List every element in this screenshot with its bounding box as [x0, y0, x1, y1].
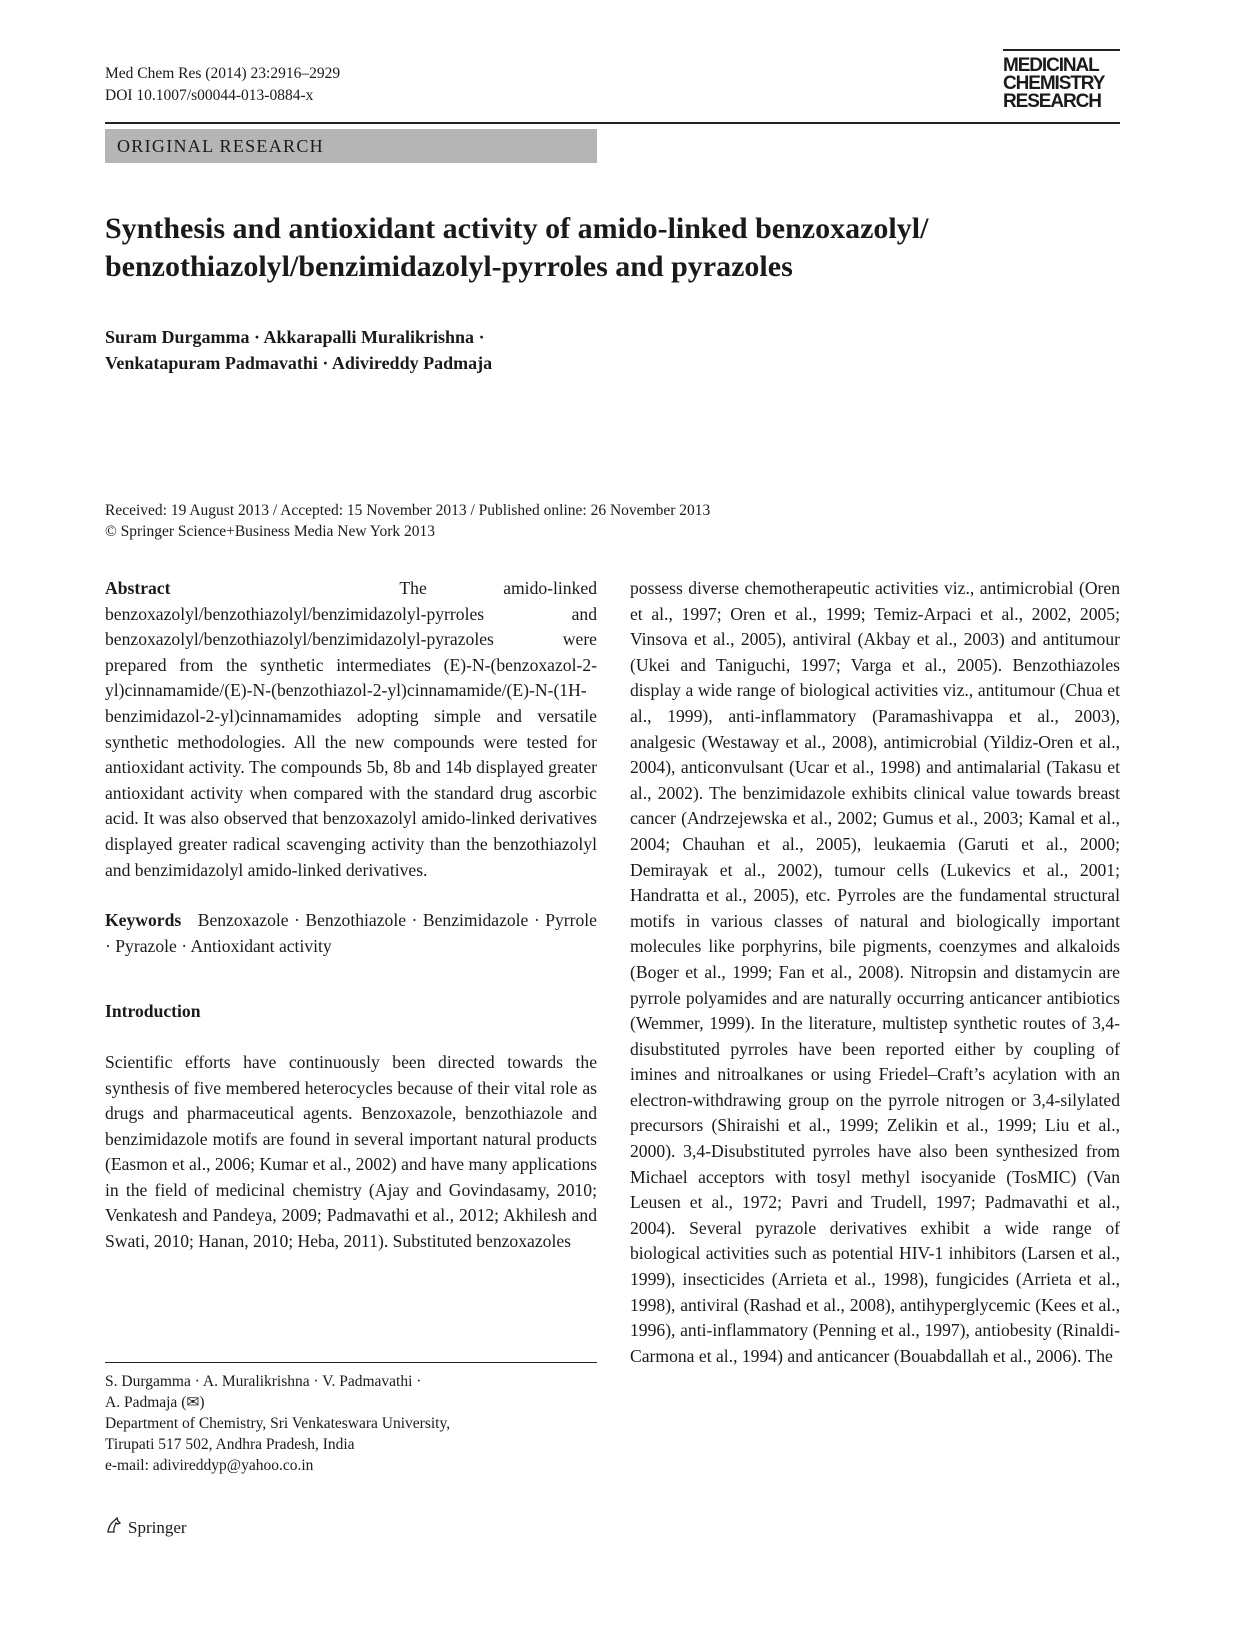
- author-separator: ·: [474, 327, 485, 347]
- article-title: [105, 210, 1105, 286]
- author-separator: ·: [249, 327, 264, 347]
- author[interactable]: Akkarapalli Muralikrishna: [263, 327, 475, 347]
- copyright: © Springer Science+Business Media New York 2013: [105, 523, 436, 540]
- affiliation-names: S. Durgamma · A. Muralikrishna · V. Padmavathi ·: [105, 1373, 422, 1390]
- journal-citation: Med Chem Res (2014) 23:2916–2929: [105, 65, 341, 82]
- abstract-label: Abstract: [105, 578, 171, 598]
- logo-line: CHEMISTRY: [1003, 73, 1105, 94]
- logo-line: RESEARCH: [1003, 91, 1101, 112]
- department: Department of Chemistry, Sri Venkateswara University,: [105, 1415, 451, 1432]
- address: Tirupati 517 502, Andhra Pradesh, India: [105, 1436, 355, 1453]
- publisher-name: Springer: [128, 1517, 187, 1537]
- logo-line: MEDICINAL: [1003, 55, 1099, 76]
- introduction-heading: Introduction: [105, 1001, 201, 1022]
- journal-logo: [1003, 49, 1120, 111]
- keywords-text: Benzoxazole · Benzothiazole · Benzimidazole · Pyrrole · Pyrazole · Antioxidant activity: [105, 910, 597, 956]
- introduction-text: Scientific efforts have continuously been directed towards the synthesis of five membered heterocycles because of their vital role as drugs and pharmaceutical agents. Benzoxazole, benzothiazole and benzimidazole motifs are found in several important natural products (Easmon et al., 2006; Kumar et al., 2002) and have many applications in the field of medicinal chemistry (Ajay and Govindasamy, 2010; Venkatesh and Pandeya, 2009; Padmavathi et al., 2012; Akhilesh and Swati, 2010; Hanan, 2010; Heba, 2011). Substituted benzoxazoles: [105, 1051, 597, 1252]
- keywords: [105, 908, 597, 959]
- springer-horse-icon: [105, 1516, 123, 1539]
- section-label: ORIGINAL RESEARCH: [105, 129, 597, 163]
- title-line: benzothiazolyl/benzimidazolyl-pyrroles and pyrazoles: [105, 250, 793, 283]
- header-citation: [105, 63, 340, 107]
- doi[interactable]: DOI 10.1007/s00044-013-0884-x: [105, 87, 314, 104]
- author-separator: ·: [317, 353, 332, 373]
- abstract-text: The amido-linked benzoxazolyl/benzothiazolyl/benzimidazolyl-pyrroles and benzoxazolyl/benzothiazolyl/benzimidazolyl-pyrazoles were prepared from the synthetic intermediates (E)-N-(benzoxazol-2-yl)cinnamamide/(E)-N-(benzothiazol-2-yl)cinnamamide/(E)-N-(1H-benzimidazol-2-yl)cinnamamides adopting simple and versatile synthetic methodologies. All the new compounds were tested for antioxidant activity. The compounds 5b, 8b and 14b displayed greater antioxidant activity when compared with the standard drug ascorbic acid. It was also observed that benzoxazolyl amido-linked derivatives displayed greater radical scavenging activity than the benzothiazolyl and benzimidazolyl amido-linked derivatives.: [105, 578, 597, 880]
- abstract: [105, 576, 597, 883]
- right-column: [630, 576, 1120, 1369]
- left-column: [105, 576, 597, 1255]
- publication-history: [105, 500, 1055, 542]
- header-rule: [105, 122, 1120, 124]
- introduction-continuation: possess diverse chemotherapeutic activities viz., antimicrobial (Oren et al., 1997; Oren et al., 1999; Temiz-Arpaci et al., 2002, 2005; Vinsova et al., 2005), antiviral (Akbay et al., 2003) and antitumour (Ukei and Taniguchi, 1997; Varga et al., 2005). Benzothiazoles display a wide range of biological activities viz., antitumour (Chua et al., 1999), anti-inflammatory (Paramashivappa et al., 2003), analgesic (Westaway et al., 2008), antimicrobial (Yildiz-Oren et al., 2004), anticonvulsant (Ucar et al., 1998) and antimalarial (Takasu et al., 2002). The benzimidazole exhibits clinical value towards breast cancer (Andrzejewska et al., 2002; Gumus et al., 2003; Kamal et al., 2004; Chauhan et al., 2005), leukaemia (Garuti et al., 2000; Demirayak et al., 2002), tumour cells (Lukevics et al., 2001; Handratta et al., 2005), etc. Pyrroles are the fundamental structural motifs in various classes of natural and biologically important molecules like porphyrins, bile pigments, coenzymes and alkaloids (Boger et al., 1999; Fan et al., 2008). Nitropsin and distamycin are pyrrole polyamides and are naturally occurring anticancer antibiotics (Wemmer, 1999). In the literature, multistep synthetic routes of 3,4-disubstituted pyrroles have been reported either by coupling of imines and nitroalkanes or using Friedel–Craft’s acylation with an electron-withdrawing group on the pyrrole nitrogen or 3,4-silylated precursors (Shiraishi et al., 1999; Zelikin et al., 1999; Liu et al., 2000). 3,4-Disubstituted pyrroles have also been synthesized from Michael acceptors with tosyl methyl isocyanide (TosMIC) (Van Leusen et al., 1972; Pavri and Trudell, 1997; Padmavathi et al., 2004). Several pyrazole derivatives exhibit a wide range of biological activities such as potential HIV-1 inhibitors (Larsen et al., 1999), insecticides (Arrieta et al., 1998), fungicides (Arrieta et al., 1998), antiviral (Rashad et al., 2008), antihyperglycemic (Kees et al., 1996), anti-inflammatory (Penning et al., 1997), antiobesity (Rinaldi-Carmona et al., 1994) and anticancer (Bouabdallah et al., 2006). The: [630, 578, 1120, 1366]
- history-dates: Received: 19 August 2013 / Accepted: 15 November 2013 / Published online: 26 November 2013: [105, 502, 711, 519]
- author-list: [105, 324, 805, 376]
- corresponding-author: A. Padmaja (✉): [105, 1394, 205, 1411]
- author[interactable]: Suram Durgamma: [105, 327, 250, 347]
- footer-publisher: [105, 1516, 187, 1539]
- footnote-rule: [105, 1362, 597, 1363]
- keywords-label: Keywords: [105, 910, 182, 931]
- email[interactable]: e-mail: adivireddyp@yahoo.co.in: [105, 1457, 314, 1474]
- author-affiliation: [105, 1371, 597, 1476]
- author[interactable]: Venkatapuram Padmavathi: [105, 353, 318, 373]
- author[interactable]: Adivireddy Padmaja: [331, 353, 493, 373]
- title-line: Synthesis and antioxidant activity of amido-linked benzoxazolyl/: [105, 212, 929, 245]
